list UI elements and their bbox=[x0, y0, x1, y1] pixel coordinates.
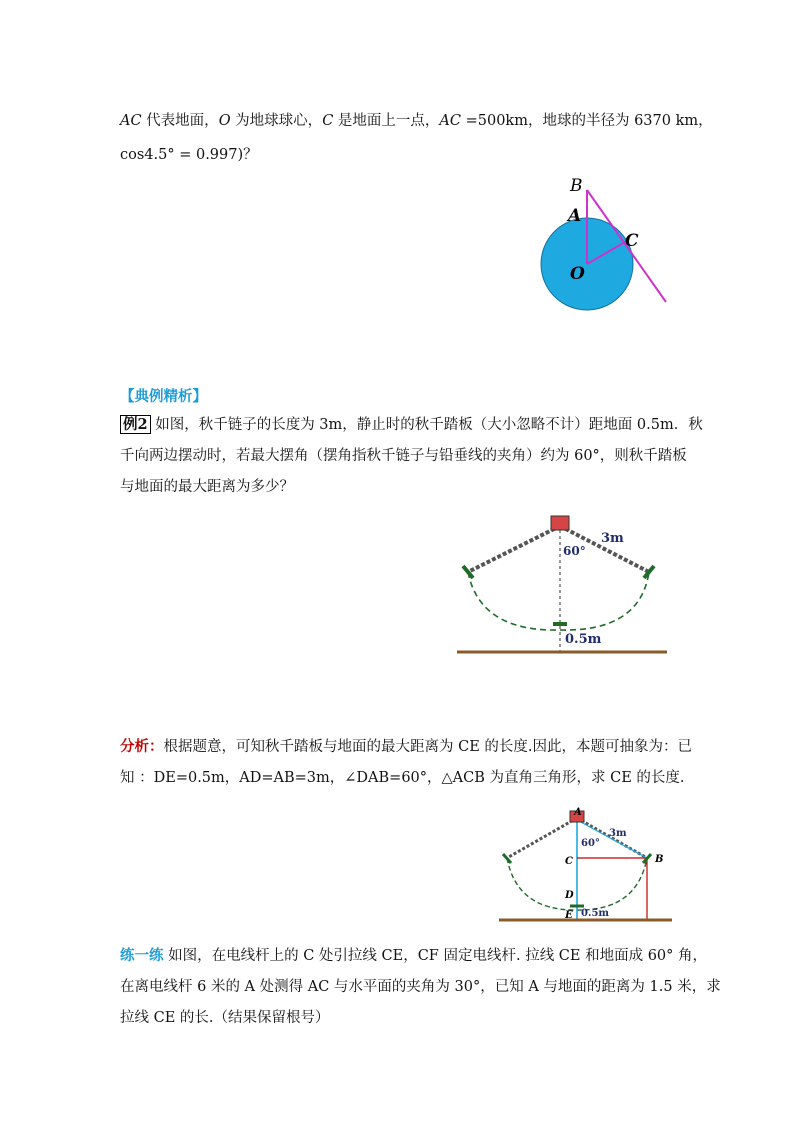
label-c: C bbox=[565, 856, 573, 867]
section-title: 【典例精析】 bbox=[120, 388, 207, 405]
label-b: B bbox=[570, 176, 583, 196]
label-3m: 3m bbox=[601, 531, 624, 546]
label-3m: 3m bbox=[609, 828, 627, 839]
arc-ac-label: AC bbox=[120, 113, 142, 129]
practice-line2: 在离电线杆 6 米的 A 处测得 AC 与水平面的夹角为 30°，已知 A 与地面的距离为 1.5 米，求 bbox=[120, 979, 721, 995]
swing-arc bbox=[468, 572, 649, 630]
earth-figure bbox=[530, 172, 680, 312]
label-05m: 0.5m bbox=[581, 908, 609, 919]
pivot-box bbox=[551, 516, 569, 530]
label-60: 60° bbox=[581, 838, 600, 849]
label-d: D bbox=[565, 890, 574, 901]
example-tag: 例2 bbox=[120, 415, 151, 434]
swing-figure bbox=[455, 512, 675, 657]
label-b: B bbox=[655, 854, 664, 865]
practice-line3: 拉线 CE 的长.（结果保留根号） bbox=[120, 1010, 330, 1026]
label-e: E bbox=[565, 910, 573, 921]
label-o: O bbox=[570, 264, 585, 284]
analysis-line2: 知 ：DE=0.5m，AD=AB=3m，∠DAB=60°，△ACB 为直角三角形，求 CE 的长度. bbox=[120, 770, 685, 786]
example2-line3: 与地面的最大距离为多少？ bbox=[120, 479, 294, 495]
label-a: A bbox=[574, 807, 582, 818]
label-c: C bbox=[625, 231, 639, 251]
analysis-figure bbox=[497, 806, 675, 928]
practice-line1: 练一练 如图，在电线杆上的 C 处引拉线 CE，CF 固定电线杆. 拉线 CE 和地面成 60° 角， bbox=[120, 947, 708, 964]
analysis-label: 分析： bbox=[120, 738, 164, 755]
practice-label: 练一练 bbox=[120, 947, 164, 964]
label-05m: 0.5m bbox=[565, 632, 602, 647]
analysis-line1: 分析：根据题意，可知秋千踏板与地面的最大距离为 CE 的长度.因此，本题可抽象为：已 bbox=[120, 738, 693, 755]
problem1-line2: cos4.5° = 0.997)？ bbox=[120, 147, 258, 163]
label-a: A bbox=[568, 206, 582, 226]
chain-left bbox=[468, 526, 560, 572]
example2-line2: 千向两边摆动时，若最大摆角（摆角指秋千链子与铅垂线的夹角）约为 60°，则秋千踏板 bbox=[120, 448, 687, 464]
chain-left bbox=[507, 818, 577, 858]
example2-line1: 例2 如图，秋千链子的长度为 3m，静止时的秋千踏板（大小忽略不计）距地面 0.5m．秋 bbox=[120, 416, 703, 434]
problem1-line1: AC 代表地面，O 为地球球心，C 是地面上一点，AC =500km，地球的半径为 6370 km， bbox=[120, 113, 713, 129]
label-60: 60° bbox=[563, 544, 586, 558]
